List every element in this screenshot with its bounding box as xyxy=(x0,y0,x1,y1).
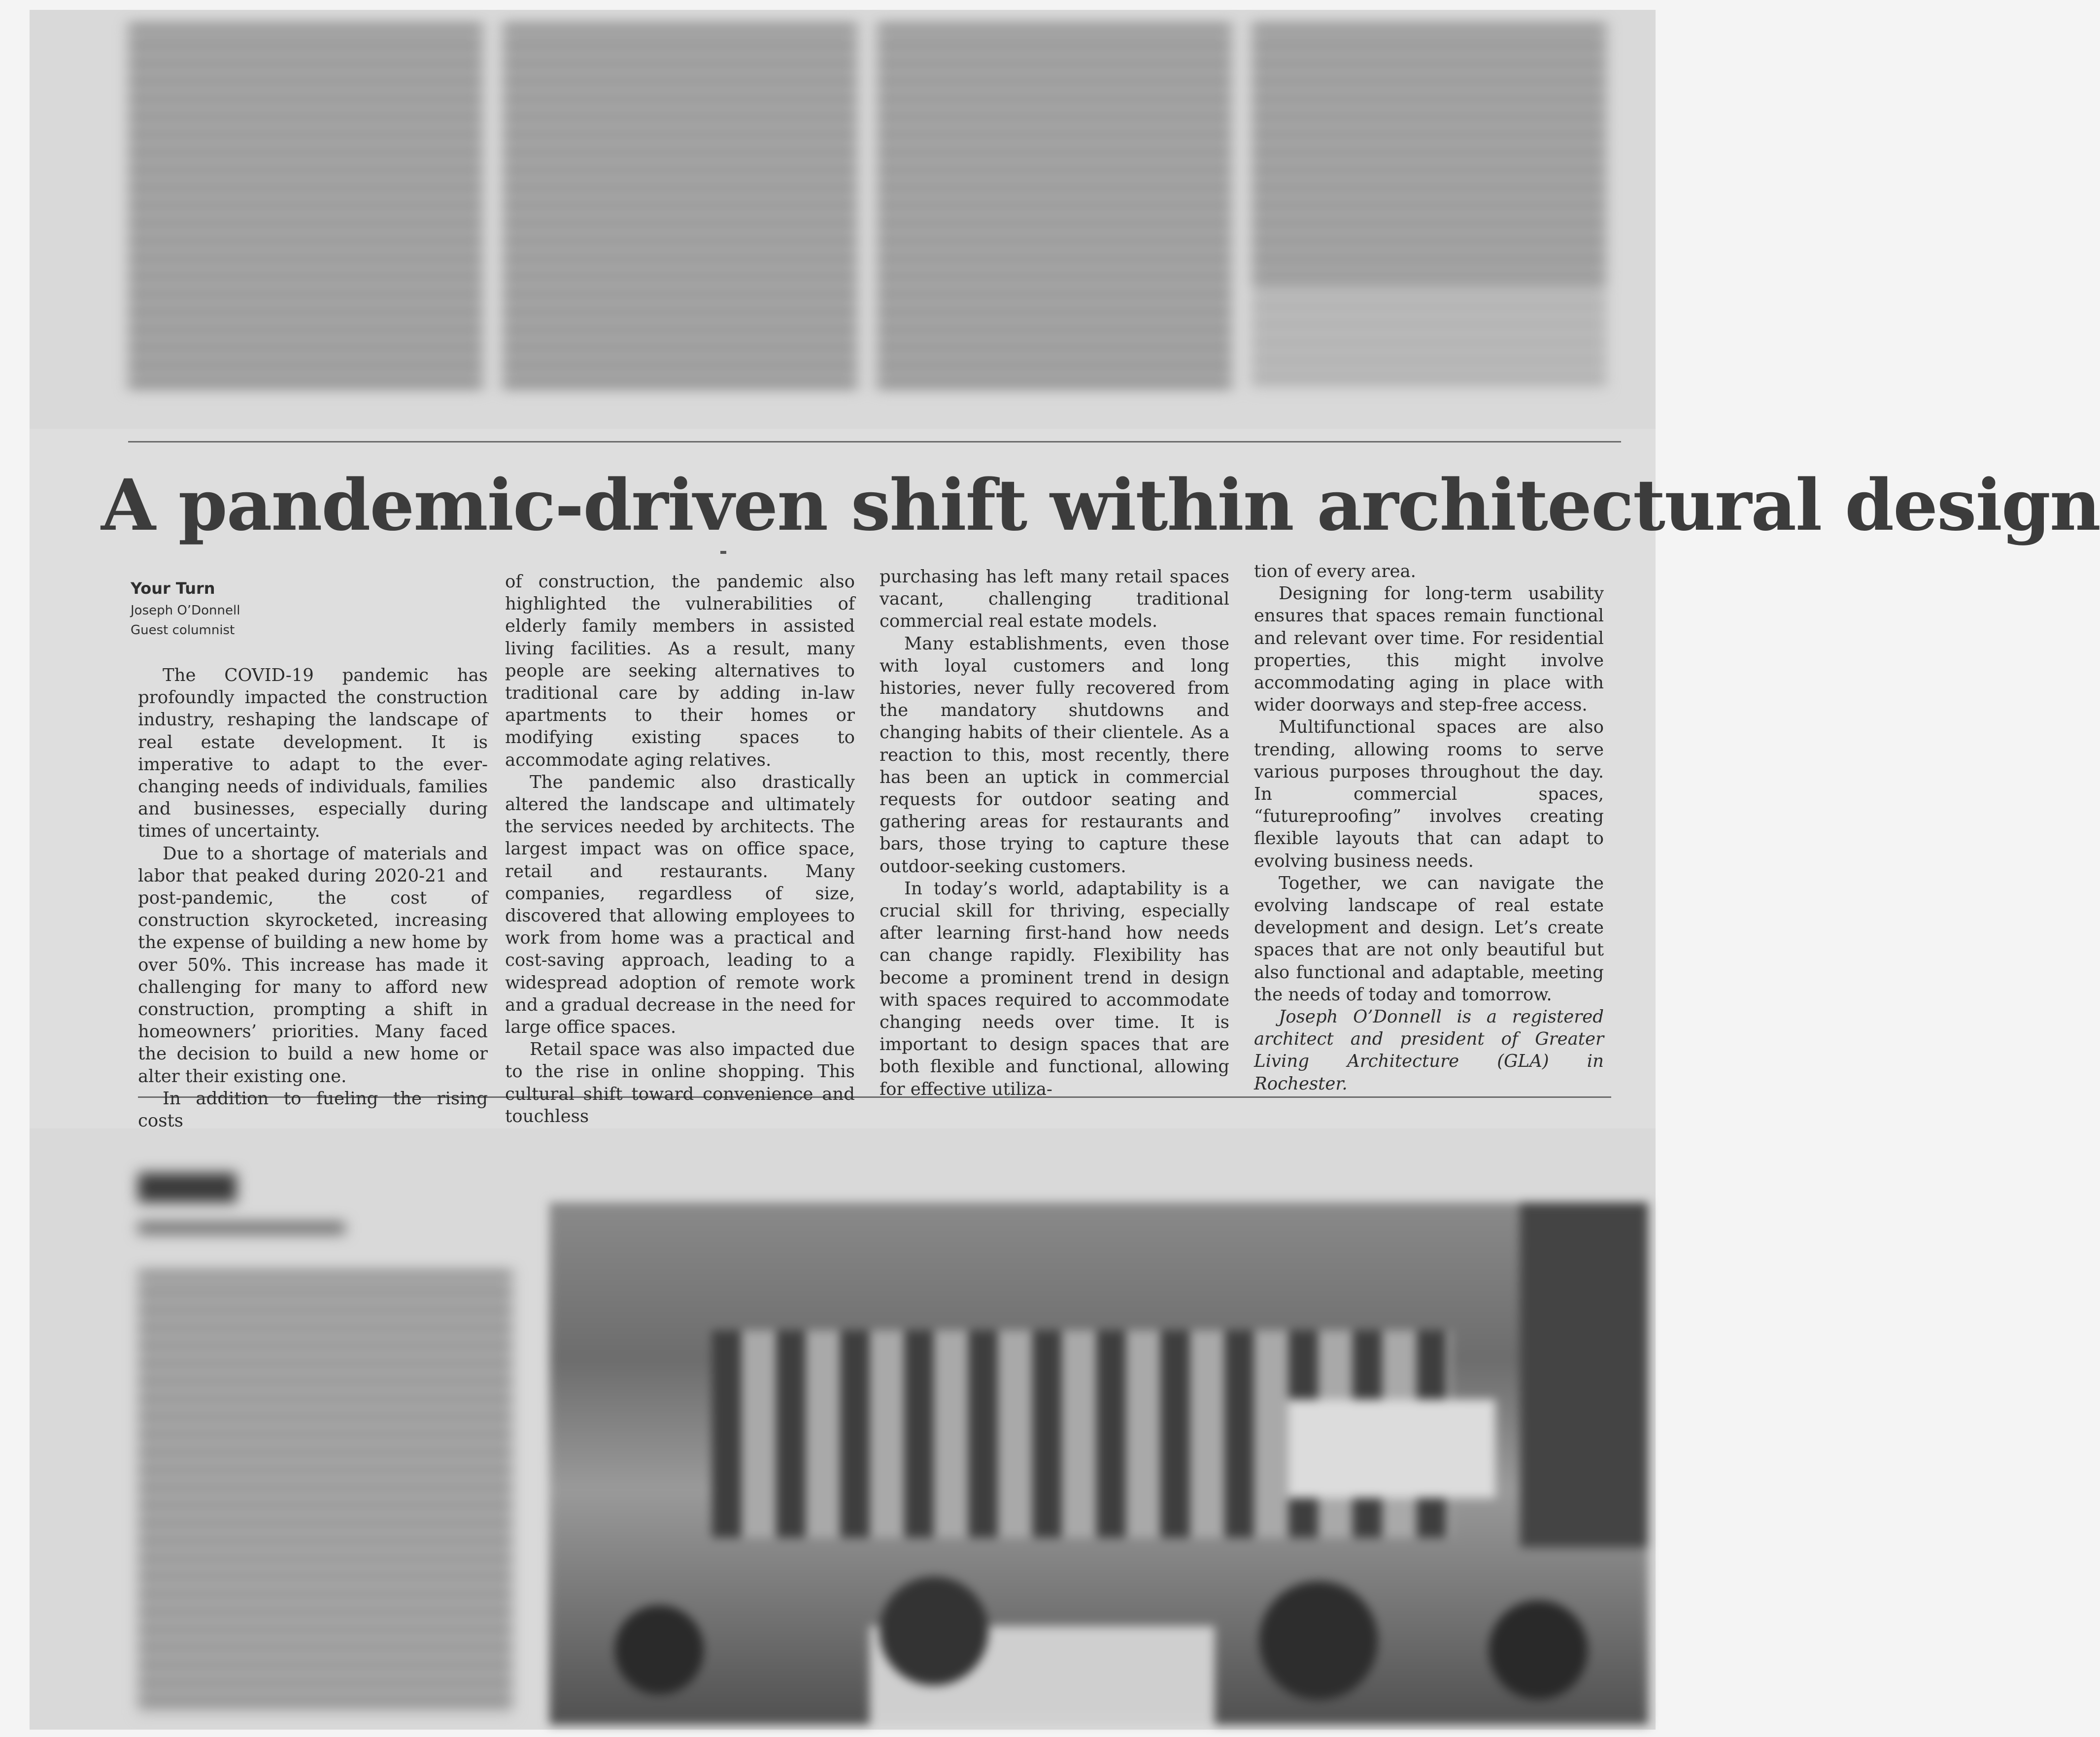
section-label: Your Turn xyxy=(131,579,215,598)
author-bio: Joseph O’Donnell is a registered architect and president of Greater Living Architecture (GLA) in Rochester. xyxy=(1254,1007,1604,1094)
blurred-upper-columns xyxy=(30,10,1656,404)
top-rule xyxy=(128,441,1621,443)
blurred-news-photo xyxy=(549,1202,1648,1725)
article-column-1 xyxy=(138,664,488,1132)
paragraph: purchasing has left many retail spaces vacant, challenging traditional commercial real estate models. xyxy=(880,567,1229,632)
author-name: Joseph O’Donnell xyxy=(131,603,240,618)
paragraph: Multifunctional spaces are also trending, allowing rooms to serve various purposes throughout the day. In commercial spaces, “futureproofing” involves creating flexible layouts that can adapt to evolving business needs. xyxy=(1254,717,1604,871)
paragraph: The COVID-19 pandemic has profoundly impacted the construction industry, reshaping the landscape of real estate development. It is imperative to adapt to the ever-changing needs of individuals, families and businesses, especially during times of uncertainty. xyxy=(138,665,488,842)
byline xyxy=(131,579,451,640)
paragraph: In addition to fueling the rising costs xyxy=(138,1088,488,1131)
column-marker xyxy=(720,551,726,554)
paragraph: Many establishments, even those with loyal customers and long histories, never fully recovered from the mandatory shutdowns and changing habits of their clientele. As a reaction to this, most recently, there has been an uptick in commercial requests for outdoor seating and gathering areas for restaurants and bars, those trying to capture these outdoor-seeking customers. xyxy=(880,633,1229,877)
article-column-3 xyxy=(880,566,1229,1100)
paragraph: Due to a shortage of materials and labor that peaked during 2020-21 and post-pandemic, the cost of construction skyrocketed, increasing the expense of building a new home by over 50%. This increase has made it challenging for many to afford new construction, prompting a shift in homeowners’ priorities. Many faced the decision to build a new home or alter their existing one. xyxy=(138,843,488,1087)
paragraph: Retail space was also impacted due to the rise in online shopping. This cultural shift toward convenience and touchless xyxy=(505,1039,855,1126)
paragraph: The pandemic also drastically altered the landscape and ultimately the services needed by architects. The largest impact was on office space, retail and restaurants. Many companies, regardless of size, discovered that allowing employees to work from home was a practical and cost-saving approach, leading to a widespread adoption of remote work and a gradual decrease in the need for large office spaces. xyxy=(505,772,855,1038)
paragraph: of construction, the pandemic also highlighted the vulnerabilities of elderly family members in assisted living facilities. As a result, many people are seeking alternatives to traditional care by adding in-law apartments to their homes or modifying existing spaces to accommodate aging relatives. xyxy=(505,572,855,770)
paragraph: In today’s world, adaptability is a crucial skill for thriving, especially after learning first-hand how needs can change rapidly. Flexibility has become a prominent trend in design with spaces required to accommodate changing needs over time. It is important to design spaces that are both flexible and functional, allowing for effective utiliza- xyxy=(880,878,1229,1099)
paragraph: Designing for long-term usability ensures that spaces remain functional and relevant over time. For residential properties, this might involve accommodating aging in place with wider doorways and step-free access. xyxy=(1254,583,1604,715)
headline: A pandemic-driven shift within architectural design xyxy=(101,464,2100,546)
paragraph: tion of every area. xyxy=(1254,561,1416,581)
paragraph: Together, we can navigate the evolving landscape of real estate development and design. Let’s create spaces that are not only beautiful but also functional and adaptable, meeting the needs of today and tomorrow. xyxy=(1254,873,1604,1005)
blurred-lower-column xyxy=(30,1153,522,1725)
article-column-2 xyxy=(505,571,855,1127)
author-role: Guest columnist xyxy=(131,623,235,638)
article-column-4 xyxy=(1254,560,1604,1095)
